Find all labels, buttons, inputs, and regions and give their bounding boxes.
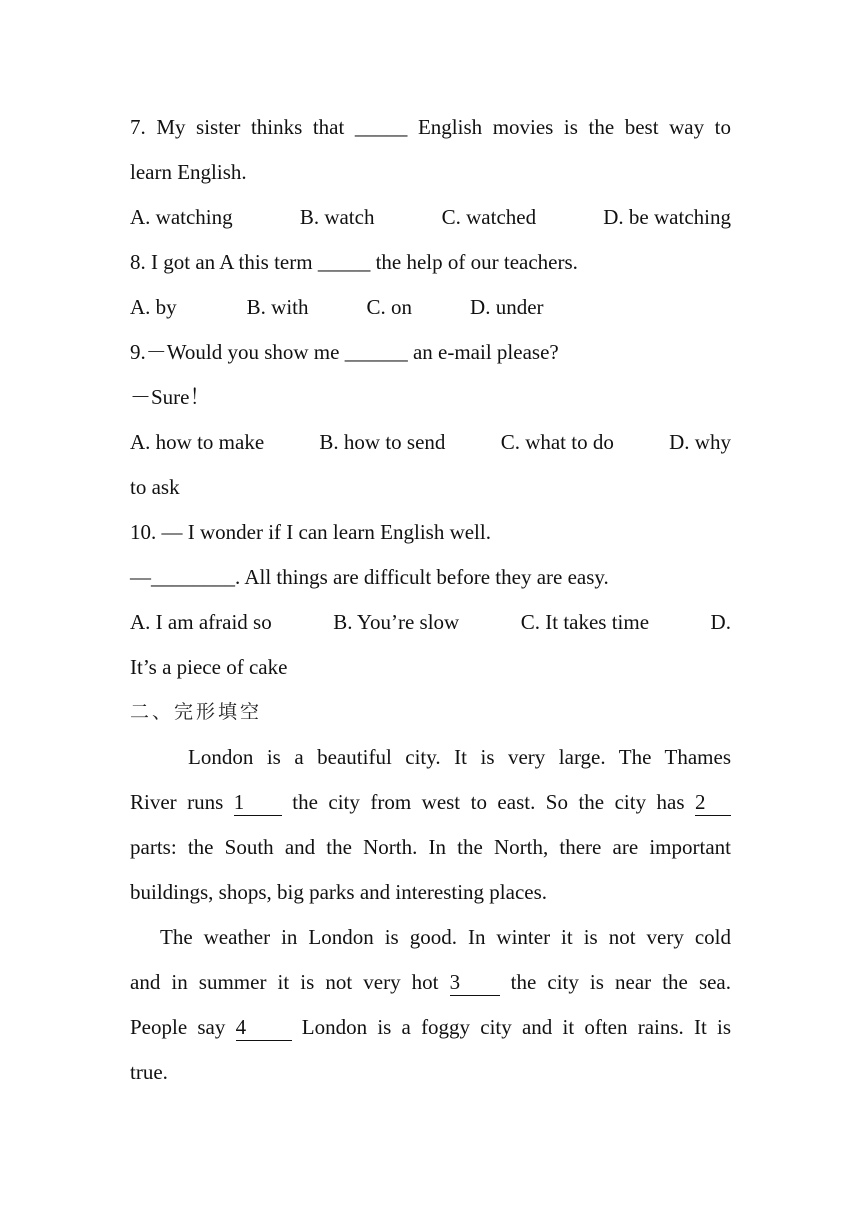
passage-text: People say — [130, 1015, 226, 1039]
cloze-blank-4[interactable]: 4 — [236, 1014, 292, 1041]
question-9-reply: －Sure！ — [130, 385, 211, 409]
question-9-options — [130, 420, 731, 465]
passage-text: River runs — [130, 790, 224, 814]
question-10-reply: —________. All things are difficult before they are easy. — [130, 565, 609, 589]
question-9-option-a: A. how to make — [130, 430, 265, 454]
question-10-option-d-cont: It’s a piece of cake — [130, 655, 288, 679]
question-8-option-a: A. by — [130, 295, 177, 319]
passage-p2-line3 — [130, 1005, 731, 1050]
passage-p1-line1: London is a beautiful city. It is very large. The Thames — [188, 745, 731, 769]
passage-p1-line3: parts: the South and the North. In the North, there are important — [130, 835, 731, 859]
passage-text: and in summer it is not very hot — [130, 970, 439, 994]
question-8-option-c: C. on — [366, 295, 413, 319]
question-7-option-a: A. watching — [130, 205, 233, 229]
question-9-option-d: D. why — [669, 430, 731, 454]
question-10-options — [130, 600, 731, 645]
question-7-option-c: C. watched — [441, 205, 537, 229]
cloze-blank-2[interactable]: 2 — [695, 789, 731, 816]
passage-text: London is a foggy city and it often rains. It is — [301, 1015, 732, 1039]
passage-p2-line2 — [130, 960, 731, 1005]
passage-p2-line4: true. — [130, 1060, 168, 1084]
question-9-stem: 9.－Would you show me ______ an e-mail please? — [130, 340, 559, 364]
cloze-blank-3[interactable]: 3 — [450, 969, 500, 996]
question-8-option-d: D. under — [470, 295, 544, 319]
question-7-stem: 7. My sister thinks that _____ English movies is the best way to — [130, 115, 731, 139]
passage-text: the city is near the sea. — [510, 970, 732, 994]
question-9-option-c: C. what to do — [500, 430, 614, 454]
worksheet-page — [130, 105, 731, 1095]
question-8-stem: 8. I got an A this term _____ the help of our teachers. — [130, 250, 578, 274]
question-10-option-b: B. You’re slow — [333, 610, 460, 634]
passage-p2-line1: The weather in London is good. In winter it is not very cold — [160, 925, 731, 949]
question-10-stem: 10. — I wonder if I can learn English well. — [130, 520, 491, 544]
passage-p1-line2 — [130, 780, 731, 825]
question-8-options — [130, 285, 731, 330]
section-heading: 二、完形填空 — [130, 701, 263, 723]
cloze-blank-1[interactable]: 1 — [234, 789, 282, 816]
question-10-option-c: C. It takes time — [520, 610, 650, 634]
question-7-option-d: D. be watching — [603, 205, 731, 229]
question-10-option-a: A. I am afraid so — [130, 610, 272, 634]
question-10-option-d: D. — [710, 610, 731, 634]
question-9-option-b: B. how to send — [319, 430, 446, 454]
passage-p1-line4: buildings, shops, big parks and interesting places. — [130, 880, 548, 904]
question-8-option-b: B. with — [246, 295, 309, 319]
question-7-option-b: B. watch — [299, 205, 375, 229]
question-9-option-d-cont: to ask — [130, 475, 180, 499]
question-7-options — [130, 195, 731, 240]
question-7-stem-cont: learn English. — [130, 160, 247, 184]
passage-text: the city from west to east. So the city has — [292, 790, 685, 814]
